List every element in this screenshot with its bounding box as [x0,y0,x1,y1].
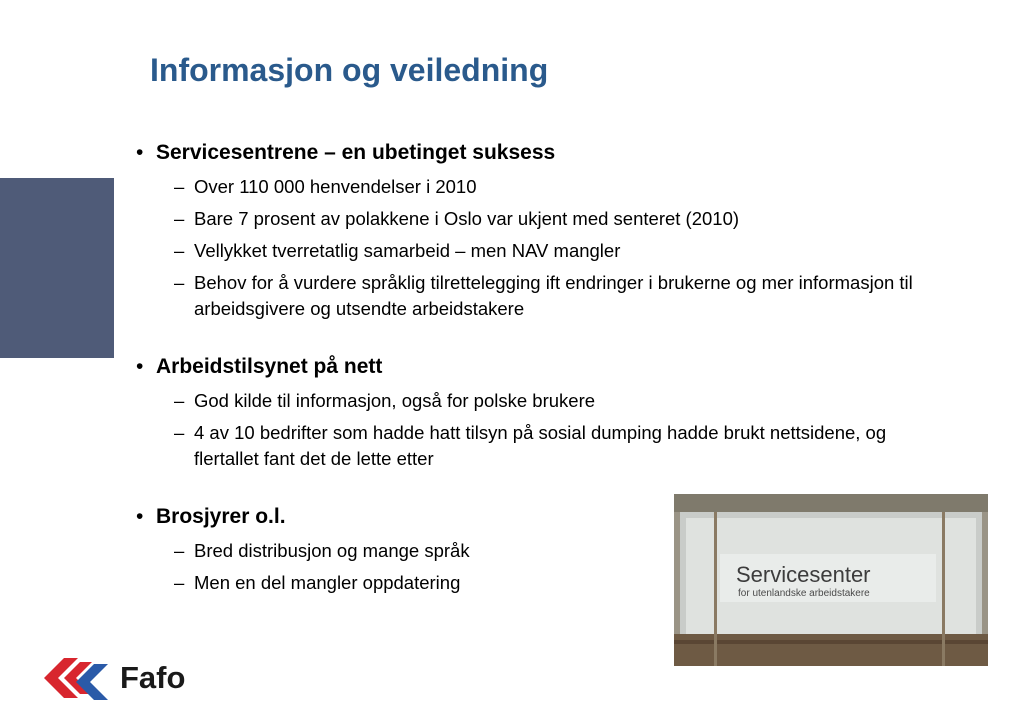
sub-item [136,388,936,414]
sub-item [136,174,936,200]
sub-item-text: Behov for å vurdere språklig tilrettelegging ift endringer i brukerne og mer informasjon til arbeidsgivere og utsendte arbeidstakere [194,272,913,319]
bullet-heading-text: Servicesentrene – en ubetinget suksess [156,141,556,164]
sub-item [136,270,936,322]
sub-item-text: Over 110 000 henvendelser i 2010 [194,176,477,197]
sign-title-text: Servicesenter [736,562,871,587]
section-arbeidstilsynet [136,352,936,472]
bullet-heading-text: Brosjyrer o.l. [156,505,286,528]
bullet-heading-text: Arbeidstilsynet på nett [156,355,383,378]
servicesenter-sign-photo [674,494,988,666]
dash: – [174,208,185,229]
bullet-dot: • [136,141,144,164]
bullet-heading [136,138,936,168]
dash: – [174,422,185,443]
slide-title: Informasjon og veiledning [150,52,549,88]
dash: – [174,390,185,411]
sub-item-text: Bare 7 prosent av polakkene i Oslo var ukjent med senteret (2010) [194,208,740,229]
sub-item [136,206,936,232]
dash: – [174,176,185,197]
sub-item-text: 4 av 10 bedrifter som hadde hatt tilsyn på sosial dumping hadde brukt nettsidene, og flertallet fant det de lette etter [194,422,887,469]
sign-subtitle-text: for utenlandske arbeidstakere [738,588,870,599]
dash: – [174,540,185,561]
fafo-logo-mark-icon [42,652,118,704]
sub-item-text: Bred distribusjon og mange språk [194,540,470,561]
sub-item [136,238,936,264]
sub-item-text: God kilde til informasjon, også for polske brukere [194,390,596,411]
bullet-heading [136,352,936,382]
dash: – [174,572,185,593]
side-accent-block [0,178,114,358]
bullet-dot: • [136,355,144,378]
dash: – [174,240,185,261]
sub-item-text: Men en del mangler oppdatering [194,572,461,593]
sign-photo-image [674,494,988,666]
sub-item [136,420,936,472]
fafo-logo-text: Fafo [120,660,186,695]
dash: – [174,272,185,293]
sub-item-text: Vellykket tverretatlig samarbeid – men NAV mangler [194,240,621,261]
bullet-dot: • [136,505,144,528]
section-servicesentrene [136,138,936,322]
